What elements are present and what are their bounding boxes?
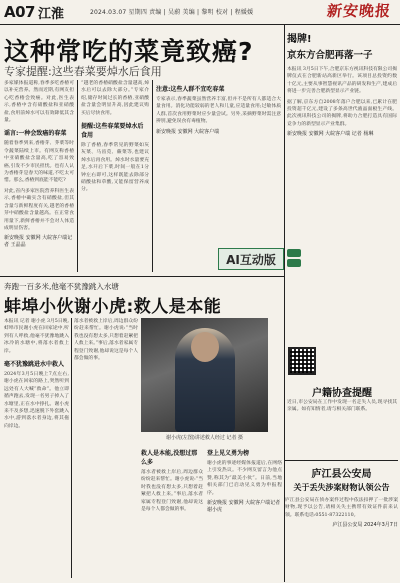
main-subtitle-1: 谣言:一种会致癌的春菜: [4, 130, 67, 138]
main-col3-byline: 新安晚报 安徽网 大皖客户端: [156, 128, 220, 135]
second-kicker: 奔跑一百多米,他毫不犹豫跳入水塘: [4, 282, 119, 291]
second-subtitle-1: 毫不犹豫跳进水中救人: [4, 361, 65, 369]
second-subtitle-3: 登上见义勇为榜: [207, 450, 250, 457]
police-para: 庐江县公安局在侦办案件过程中依法扣押了一批涉案财物,现予以公告,请相关失主携带有效证件前来认领。联系电话:0551-87322110。: [285, 498, 398, 518]
second-byline: 新安晚报 安徽网 大皖客户端记者 谢小虎: [207, 500, 281, 514]
main-byline: 新安晚报 安徽网 大皖客户端记者 王晶晶: [4, 235, 73, 249]
main-col-2: [81, 80, 149, 194]
second-col-4: [207, 444, 282, 515]
second-col-3: [141, 444, 203, 513]
newspaper-logo: 新安晚报: [326, 2, 392, 20]
photo-caption: 谢小虎(左图)讲述救人经过 记者 摄: [165, 435, 244, 441]
second-para-2: 落水者被救上岸后,周边群众纷纷赶来帮忙。谢小虎说:“当时我也没有想太多,只想着赶紧把人救上来。”事后,落水者家属专程登门致谢,他却说这是每个人都会做的事。: [74, 319, 138, 362]
police-subtitle: 关于丢失涉案财物认领公告: [293, 483, 390, 492]
right-subtitle: 京东方合肥再落一子: [287, 50, 373, 61]
main-col-1: [4, 80, 74, 250]
right-byline: 新安晚报 安徽网 大皖客户端 记者 杨琳: [287, 131, 374, 138]
right-para: 本报讯 3月5日下午,合肥京东方视讯科技有限公司揭牌仪式在合肥新站高新区举行。该项目总投资约数十亿元,主要从事智慧视讯产品的研发和生产,建成后将进一步完善合肥新型显示产业链。: [287, 67, 397, 95]
main-para-1: 随着春季到来,香椿芽、荠菜等时令蔬菜陆续上市。有网友称香椿中亚硝酸盐含量高,吃了容易致癌,引发不少市民担忧。也有人认为香椿芽是春天的味道,不吃太可惜。那么,香椿到底能不能吃?: [4, 141, 74, 184]
main-lead: 多家媒体报道称,春季多吃香椿可以补充营养。然而近期,有网友担心吃香椿会致癌。对此,医生表示,香椿中含有硝酸盐和亚硝酸盐,食用前焯水可以有效降低其含量。: [4, 81, 74, 124]
ai-banner: [218, 248, 284, 270]
second-col-1: [4, 318, 69, 430]
news-photo: [141, 318, 268, 432]
column-divider: [152, 80, 153, 272]
main-col3-title: 注意:这些人群不宜吃春菜: [156, 86, 225, 93]
main-col3-para: 专家表示,春季蔬菜虽然营养丰富,但并不是所有人都适合大量食用。消化功能较弱的老人和儿童,应适量食用;过敏体质人群,首次食用野菜时应少量尝试。另外,采摘野菜时需注意辨别,避免误食有毒植物。: [156, 97, 281, 125]
banner-label: AI互动版: [226, 252, 276, 267]
right-title: 揭牌!: [287, 34, 312, 45]
second-para-3: 谢小虎的事迹经媒体报道后,在网络上引发热议。不少网友留言为他点赞,称其为“最美小伙”。日前,当地相关部门已启动见义勇为申报程序。: [207, 461, 282, 496]
main-subhead: 专家提醒:这些春菜要焯水后食用: [4, 65, 162, 78]
person-head: [191, 332, 219, 362]
police-notice: [285, 460, 398, 581]
second-col-2: [74, 318, 138, 362]
right-column: [287, 30, 397, 139]
chat-icon: [287, 259, 301, 267]
column-divider: [77, 80, 78, 272]
police-footer: 庐江县公安局 2024年3月7日: [332, 522, 398, 529]
section-divider: [0, 276, 284, 277]
main-col-3: [156, 80, 281, 137]
qr-code-icon: [288, 347, 316, 375]
issue-meta: 2024.03.07 星期四 责编 | 吴蔚 美编 | 黎明 校对 | 程媛媛: [90, 9, 254, 16]
main-headline: 这种常吃的菜竟致癌?: [4, 37, 254, 66]
household-notice: [287, 380, 397, 414]
chat-icon: [287, 249, 301, 257]
banner-icons: [287, 249, 303, 267]
notice-title: 户籍协查提醒: [312, 388, 372, 399]
second-para-1: 2024年3月5日晚上7点左右,谢小虎在回家的路上,突然听到远处有人大喊“救命”。他立即循声跑去,发现一名男子掉入了水塘里,正在水中挣扎。谢小虎来不及多想,迅速脱下外套跳入水中,游到落水者身边,将其拖向岸边。: [4, 372, 69, 429]
column-divider: [71, 318, 72, 578]
second-headline: 蚌埠小伙谢小虎:救人是本能: [4, 297, 222, 317]
notice-para: 近日,市公安局在工作中发现一名走失人员,现寻找其亲属。如有知情者,请与相关部门联系。: [287, 400, 397, 413]
main-col2-lead: “越老的香椿硝酸盐含量越高,焯水后可以去除大部分。”专家介绍,储存时间过长的香椿,亚硝酸盐含量会明显升高,因此建议购买后尽快食用。: [81, 81, 149, 116]
main-col2-para: 除了香椿,春季常见的野菜如灰灰菜、马齿苋、蕨菜等,也建议焯水后再食用。焯水时水量要充足,水开后下菜,时间一般在1分钟左右即可,这样既能去除部分硝酸盐和草酸,又能保留营养成分。: [81, 143, 149, 193]
page-number: A07: [4, 3, 35, 21]
right-para-2: 据了解,京东方自2008年落户合肥以来,已累计在肥投资超千亿元,建设了多条高世代液晶面板生产线。此次视讯科技公司的揭牌,将助力合肥打造具有国际竞争力的新型显示产业集群。: [287, 99, 397, 127]
section-name: 江淮: [38, 7, 65, 22]
main-subtitle-2: 提醒:这些春菜要焯水后食用: [81, 123, 144, 140]
second-para-2b: 落水者被救上岸后,周边群众纷纷赶来帮忙。谢小虎说:“当时我也没有想太多,只想着赶紧把人救上来。”事后,落水者家属专程登门致谢,他却说这是每个人都会做的事。: [141, 470, 203, 513]
masthead: [0, 0, 400, 25]
police-title: 庐江县公安局: [311, 469, 372, 480]
second-lead: 本报讯 记者 谢小虎 3月5日晚,蚌埠市民谢小虎在回家途中,听到有人呼救,他毫不犹豫地跳入冰冷的水塘中,将落水者救上岸。: [4, 319, 69, 354]
main-para-2: 对此,省内多家医院营养科医生表示,香椿中确实含有硝酸盐,但其含量与新鲜程度有关,越老的香椿芽中硝酸盐含量越高。在正常食用量下,新鲜香椿并不会对人体造成明显伤害。: [4, 188, 74, 231]
second-subtitle-2: 救人是本能,没想过那么多: [141, 450, 198, 466]
